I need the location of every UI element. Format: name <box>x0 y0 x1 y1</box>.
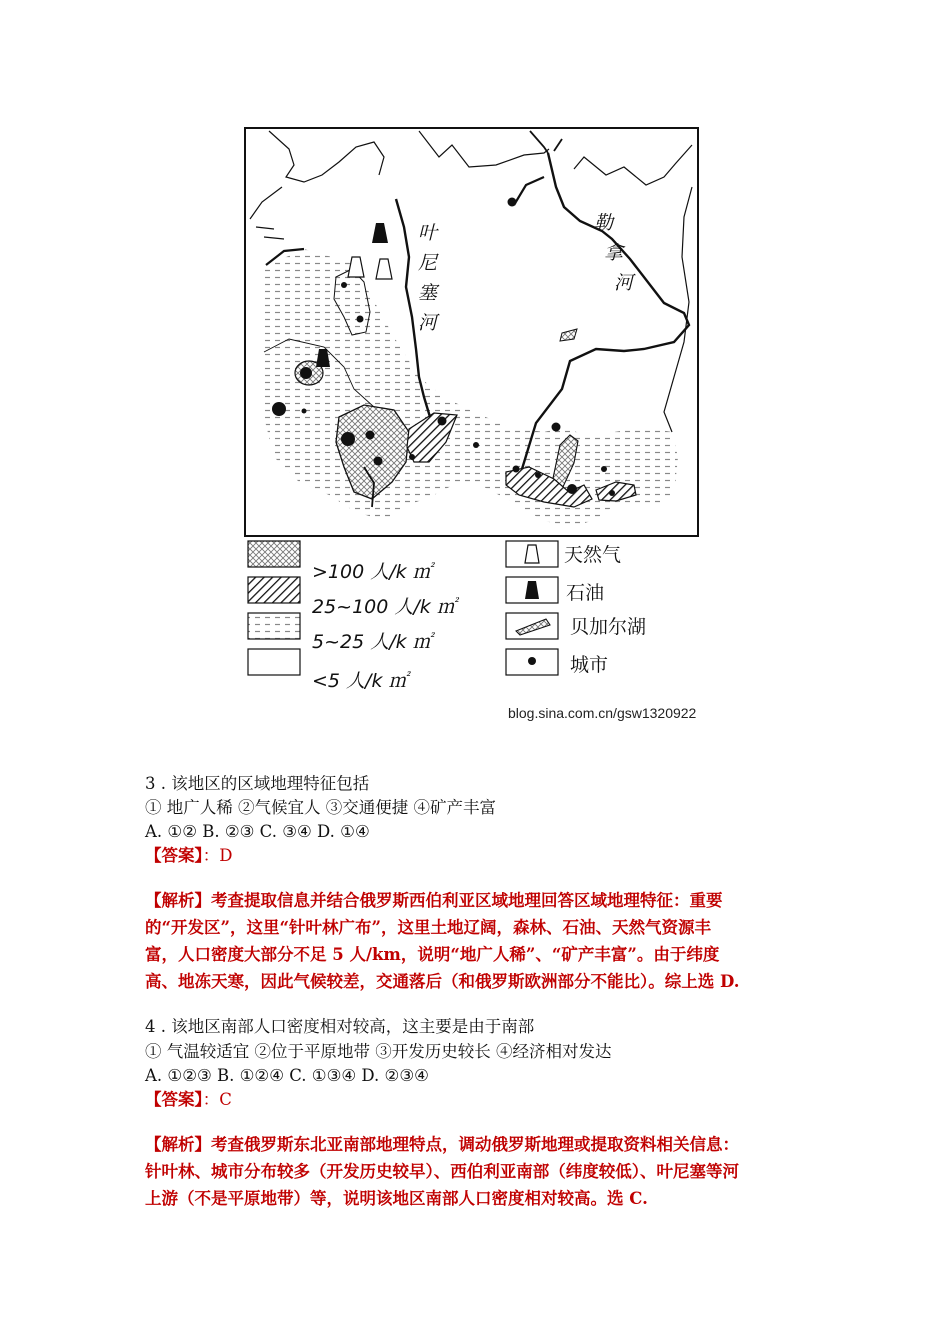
q3-analysis-line: 的“开发区”，这里“针叶林广布”，这里土地辽阔，森林、石油、天然气资源丰 <box>145 918 711 937</box>
legend-label-baikal: 贝加尔湖 <box>570 616 647 638</box>
q3-analysis-label: 【解析】 <box>145 891 211 910</box>
q4-analysis-label: 【解析】 <box>145 1135 211 1154</box>
yenisei-label: 叶 <box>418 222 438 244</box>
city-icon <box>528 657 536 665</box>
q4-analysis-line: 针叶林、城市分布较多（开发历史较早）、西伯利亚南部（纬度较低）、叶尼塞等河 <box>145 1162 739 1181</box>
city-dot <box>513 466 520 473</box>
q3-analysis-line: 高、地冻天寒，因此气候较差，交通落后（和俄罗斯欧洲部分不能比）。综上选 D. <box>145 972 740 991</box>
legend-label-oil: 石油 <box>566 582 605 604</box>
yenisei-label: 塞 <box>418 282 438 304</box>
city-dot <box>272 402 286 416</box>
q4-options: ① 气温较适宜 ②位于平原地带 ③开发历史较长 ④经济相对发达 <box>145 1042 612 1061</box>
q4-answer <box>145 1088 232 1112</box>
q3-answer-label: 【答案】 <box>145 846 203 865</box>
q4-analysis <box>145 1131 817 1212</box>
q4-answer-label: 【答案】 <box>145 1090 203 1109</box>
city-dot <box>473 442 479 448</box>
legend-swatch-gt100 <box>248 541 300 567</box>
legend-label-25-100: 25~100 人/k ㎡ <box>312 596 456 618</box>
city-dot <box>535 472 541 478</box>
legend-swatch-5-25 <box>248 613 300 639</box>
q3-analysis <box>145 887 817 995</box>
legend-swatch-25-100 <box>248 577 300 603</box>
q3-stem: 3 . 该地区的区域地理特征包括 <box>145 774 370 793</box>
q4-analysis-line: 上游（不是平原地带）等，说明该地区南部人口密度相对较高。选 C. <box>145 1189 648 1208</box>
lena-label: 拿 <box>604 242 624 264</box>
legend-label-lt5: <5 人/k ㎡ <box>312 670 408 692</box>
city-dot <box>300 367 312 379</box>
city-dot <box>374 457 383 466</box>
yenisei-label: 尼 <box>418 252 438 274</box>
q3-choices: A. ①② B. ②③ C. ③④ D. ①④ <box>145 822 370 841</box>
lena-label: 河 <box>614 272 634 294</box>
city-dot <box>366 431 375 440</box>
yenisei-label: 河 <box>418 312 438 334</box>
city-dot <box>357 316 364 323</box>
q3-options: ① 地广人稀 ②气候宜人 ③交通便捷 ④矿产丰富 <box>145 798 496 817</box>
city-dot <box>609 490 615 496</box>
q4-stem: 4 . 该地区南部人口密度相对较高，这主要是由于南部 <box>145 1017 535 1036</box>
city-dot <box>601 466 607 472</box>
q3-answer <box>145 844 232 868</box>
legend-label-gas: 天然气 <box>564 544 622 566</box>
q4-analysis-line: 【解析】考查俄罗斯东北亚南部地理特点，调动俄罗斯地理或提取资料相关信息： <box>145 1135 739 1154</box>
q3-answer-value: ：D <box>202 846 233 865</box>
city-dot <box>567 484 577 494</box>
map-legend <box>244 537 714 697</box>
q3-analysis-line: 富，人口密度大部分不足 5 人/km，说明“地广人稀”、“矿产丰富”。由于纬度 <box>145 945 720 964</box>
city-dot <box>341 282 347 288</box>
city-dot <box>552 423 561 432</box>
city-dot <box>508 198 517 207</box>
city-dot <box>302 409 307 414</box>
city-dot <box>341 432 355 446</box>
legend-label-city: 城市 <box>570 654 609 676</box>
q4-answer-value: ：C <box>202 1090 232 1109</box>
city-dot <box>438 417 447 426</box>
legend-label-gt100: >100 人/k ㎡ <box>312 561 432 583</box>
natural-gas-icon <box>525 545 539 563</box>
q3-analysis-line: 【解析】考查提取信息并结合俄罗斯西伯利亚区域地理回答区域地理特征：重要 <box>145 891 723 910</box>
legend-swatch-lt5 <box>248 649 300 675</box>
legend-label-5-25: 5~25 人/k ㎡ <box>312 631 432 653</box>
lena-label: 勒 <box>594 212 614 234</box>
city-dot <box>409 454 415 460</box>
population-density-map <box>244 127 699 537</box>
q4-choices: A. ①②③ B. ①②④ C. ①③④ D. ②③④ <box>145 1066 429 1085</box>
watermark: blog.sina.com.cn/gsw1320922 <box>508 705 697 721</box>
